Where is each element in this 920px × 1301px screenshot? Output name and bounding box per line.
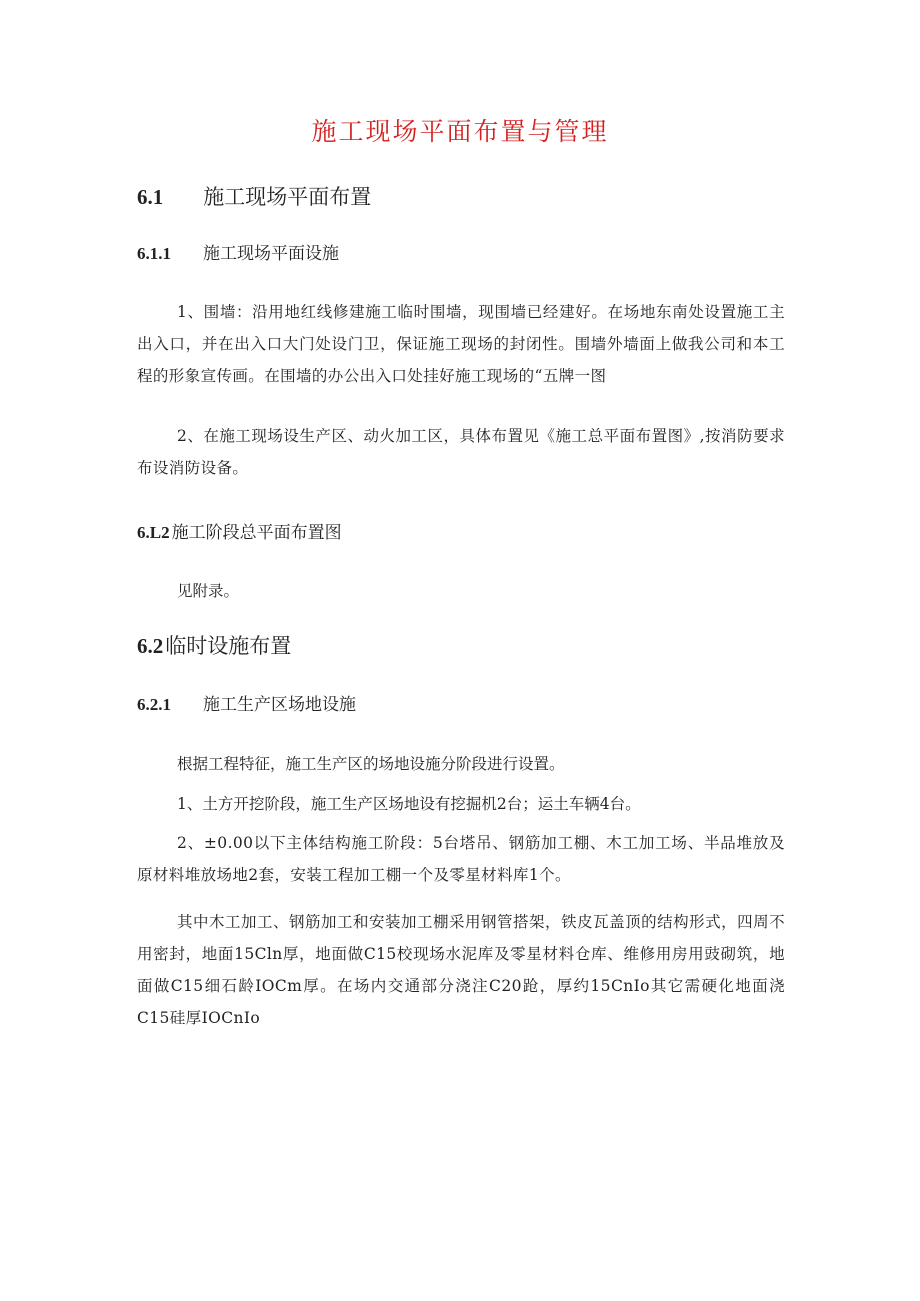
section-6-1-1-heading bbox=[137, 241, 339, 267]
section-6-1-heading bbox=[137, 182, 371, 212]
section-title: 临时设施布置 bbox=[165, 634, 292, 658]
section-number: 6.1 bbox=[137, 185, 164, 209]
section-number: 6.2.1 bbox=[137, 695, 171, 714]
section-number: 6.1.1 bbox=[137, 244, 171, 263]
paragraph-sheds: 其中木工加工、钢筋加工和安装加工棚采用钢管搭架，铁皮瓦盖顶的结构形式，四周不用密封，地面15Cln厚，地面做C15校现场水泥库及零星材料仓库、维修用房用豉砌筑，地面做C15细石龄IOCm厚。在场内交通部分浇注C20跄，厚约15CnIo其它需硬化地面浇C15硅厚IOCnIo bbox=[137, 913, 785, 1027]
paragraph-main-structure: 2、±0.00以下主体结构施工阶段：5台塔吊、钢筋加工棚、木工加工场、半品堆放及原材料堆放场地2套，安装工程加工棚一个及零星材料库1个。 bbox=[137, 834, 785, 884]
section-number: 6.2 bbox=[137, 634, 164, 658]
section-number: 6.L2 bbox=[137, 523, 170, 542]
paragraph-intro: 根据工程特征，施工生产区的场地设施分阶段进行设置。 bbox=[177, 755, 565, 773]
page-title: 施工现场平面布置与管理 bbox=[311, 117, 609, 146]
paragraph-earthwork: 1、土方开挖阶段，施工生产区场地设有挖掘机2台；运土车辆4台。 bbox=[177, 795, 641, 813]
section-6-1-2-heading bbox=[137, 520, 342, 546]
section-6-2-heading bbox=[137, 631, 291, 661]
paragraph-fence: 1、围墙：沿用地红线修建施工临时围墙，现围墙已经建好。在场地东南处设置施工主出入口，并在出入口大门处设门卫，保证施工现场的封闭性。围墙外墙面上做我公司和本工程的形象宣传画。在围墙的办公出入口处挂好施工现场的“五牌一图 bbox=[137, 303, 785, 385]
paragraph-zones: 2、在施工现场设生产区、动火加工区，具体布置见《施工总平面布置图》,按消防要求布设消防设备。 bbox=[137, 427, 785, 477]
section-title: 施工现场平面布置 bbox=[203, 185, 372, 209]
section-6-2-1-heading bbox=[137, 692, 356, 718]
section-title: 施工阶段总平面布置图 bbox=[171, 523, 342, 543]
paragraph-see-appendix: 见附录。 bbox=[177, 582, 240, 600]
section-title: 施工生产区场地设施 bbox=[203, 695, 356, 715]
section-title: 施工现场平面设施 bbox=[203, 244, 339, 264]
